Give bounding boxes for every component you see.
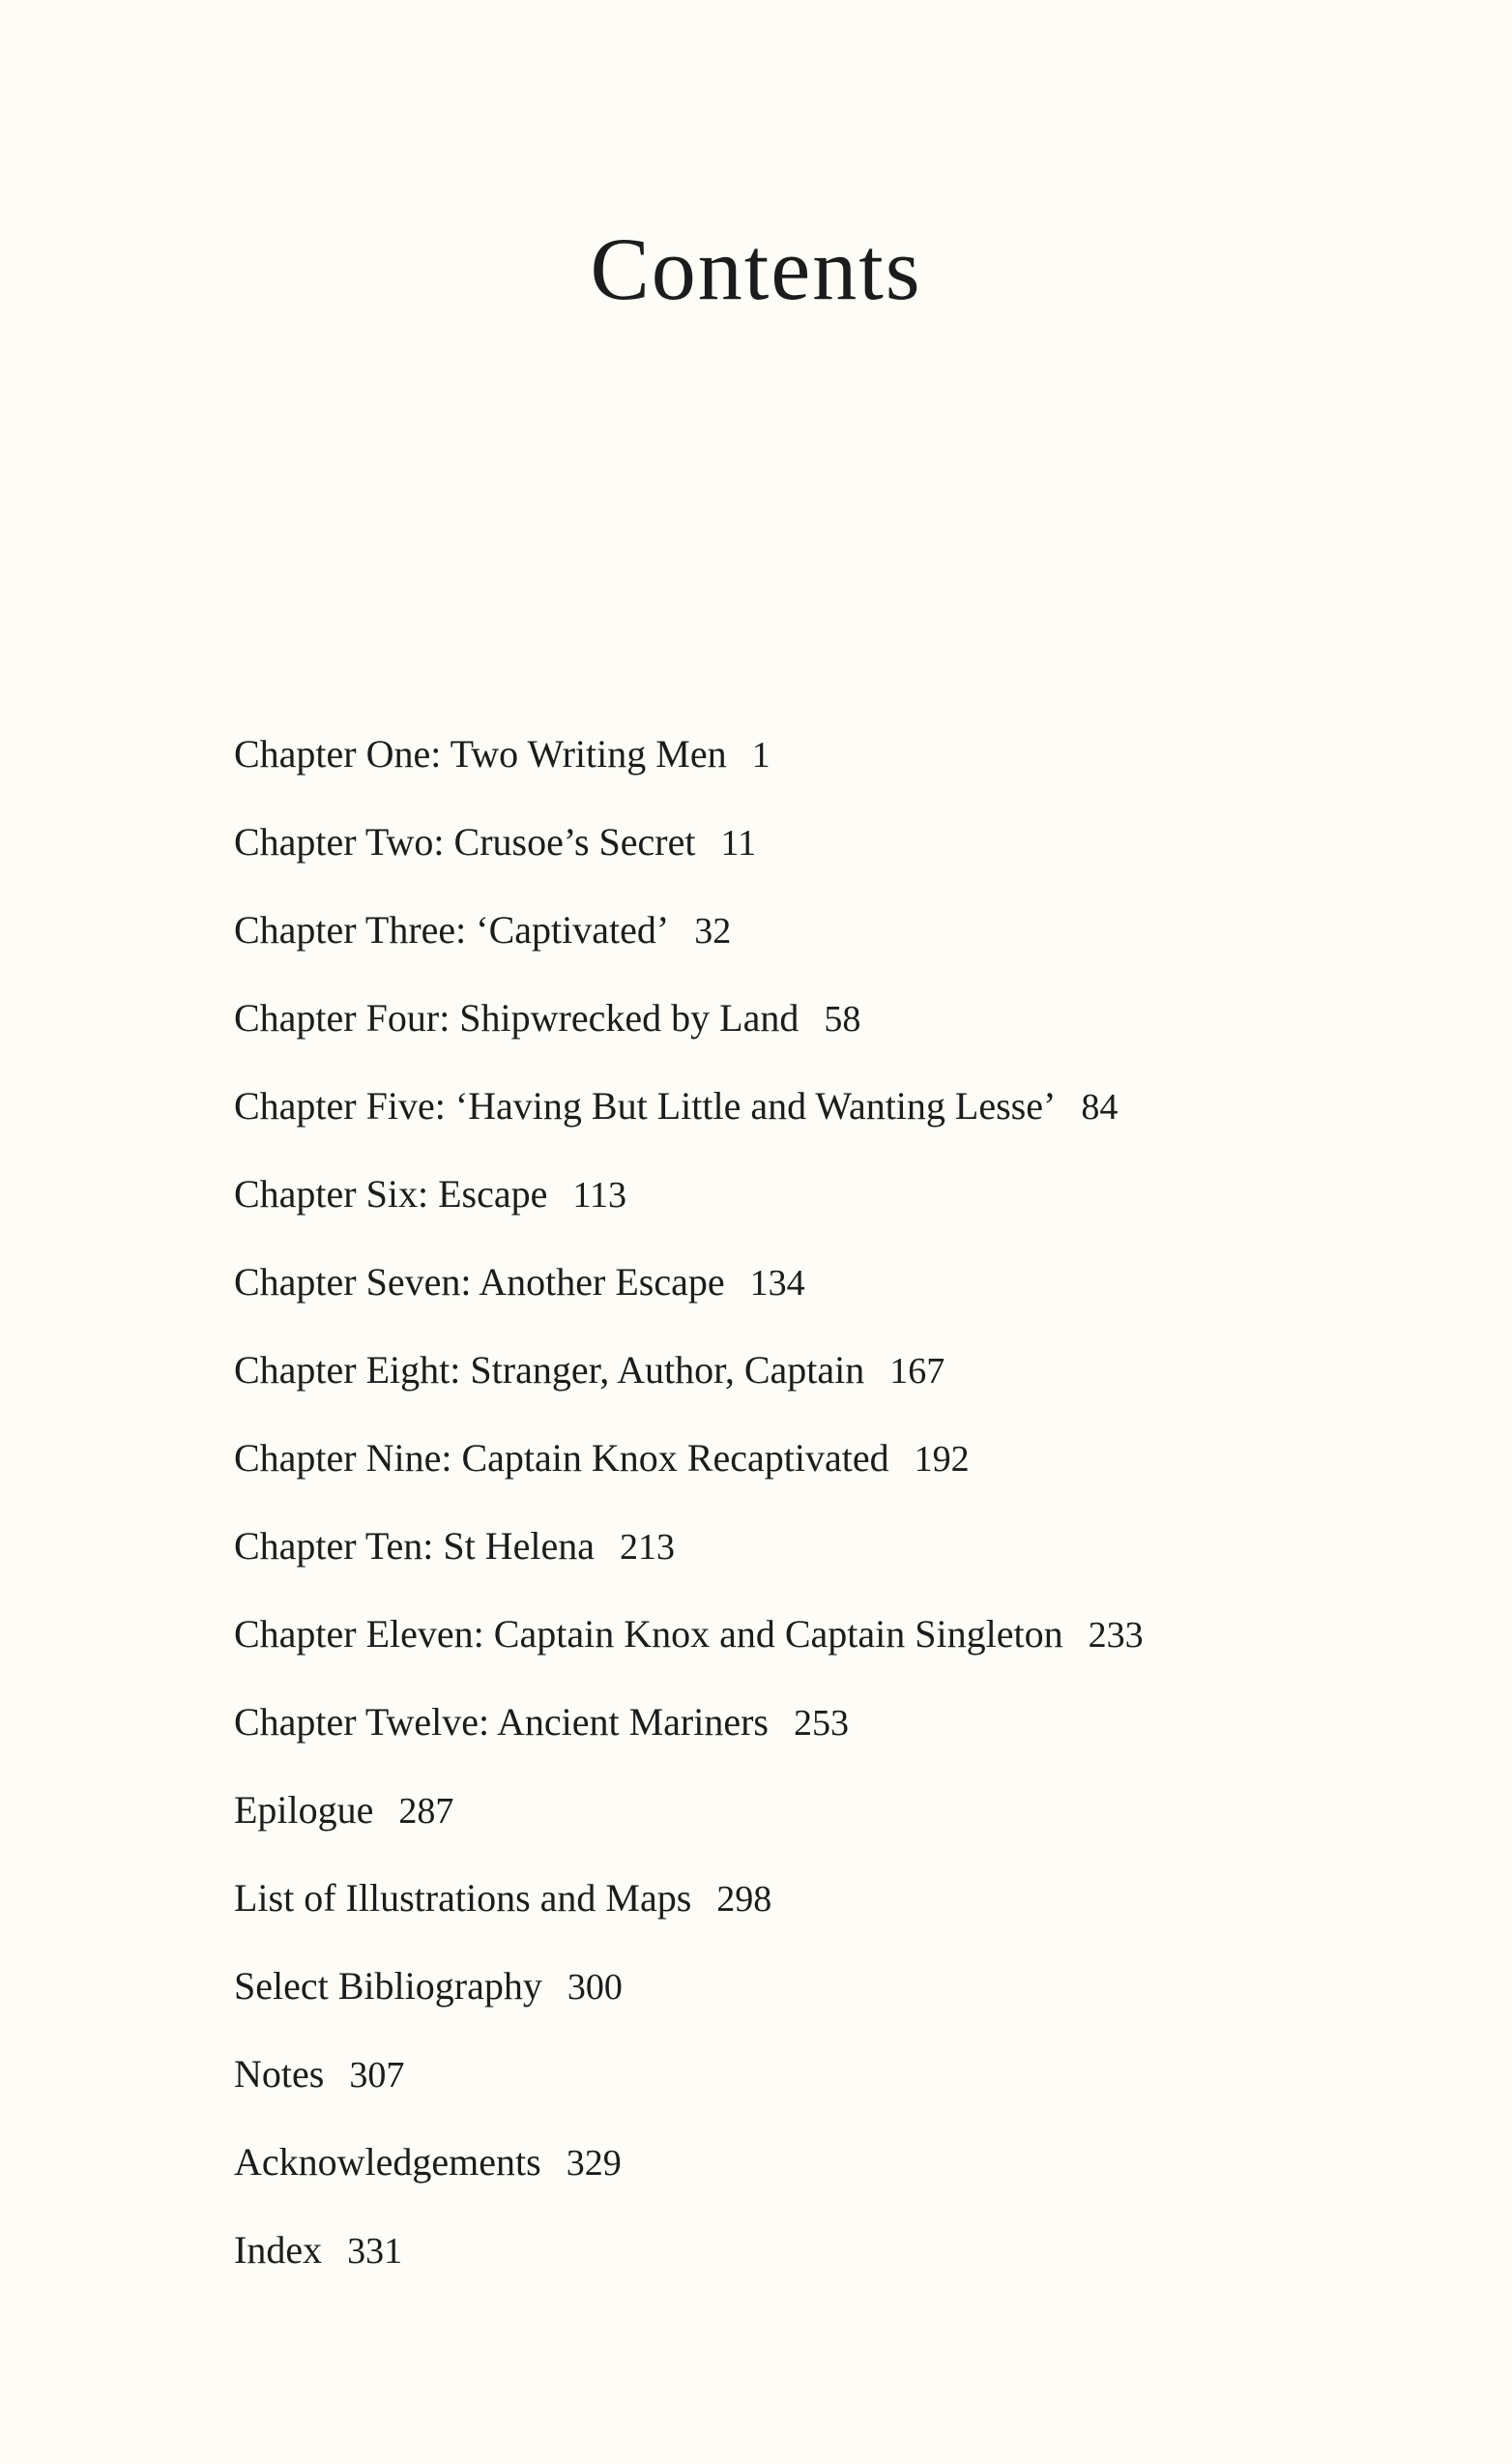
toc-entry-label: Epilogue (234, 1788, 374, 1832)
toc-entry (234, 1964, 1144, 2055)
toc-entry (234, 1876, 1144, 1967)
toc-entry (234, 820, 1144, 911)
toc-entry-page-number: 298 (716, 1879, 772, 1920)
toc-entry-label: Notes (234, 2052, 325, 2096)
toc-entry (234, 1524, 1144, 1615)
toc-entry-page-number: 11 (720, 823, 757, 864)
toc-entry (234, 1788, 1144, 1879)
toc-entry-page-number: 307 (349, 2055, 405, 2096)
toc-entry-page-number: 58 (824, 999, 861, 1040)
toc-entry-page-number: 287 (398, 1791, 454, 1832)
toc-entry-page-number: 167 (889, 1351, 945, 1392)
toc-entry (234, 996, 1144, 1087)
toc-entry-page-number: 233 (1088, 1615, 1144, 1656)
toc-entry-label: Chapter Nine: Captain Knox Recaptivated (234, 1436, 889, 1480)
toc-entry-label: Chapter Four: Shipwrecked by Land (234, 996, 800, 1040)
toc-entry-page-number: 134 (749, 1263, 805, 1304)
toc-entry (234, 1612, 1144, 1703)
toc-entry-page-number: 253 (793, 1703, 849, 1744)
page-title: Contents (590, 220, 922, 318)
toc-entry-label: List of Illustrations and Maps (234, 1876, 692, 1920)
toc-entry (234, 1700, 1144, 1791)
toc-entry (234, 908, 1144, 999)
toc-entry (234, 732, 1144, 823)
toc-entry-label: Chapter Eight: Stranger, Author, Captain (234, 1348, 865, 1392)
toc-entry-label: Chapter Five: ‘Having But Little and Wanting Lesse’ (234, 1084, 1057, 1128)
table-of-contents (234, 732, 1144, 2319)
toc-entry-label: Chapter Six: Escape (234, 1172, 548, 1216)
toc-entry-label: Chapter Seven: Another Escape (234, 1260, 725, 1304)
toc-entry-page-number: 300 (567, 1967, 623, 2008)
toc-entry-label: Chapter Eleven: Captain Knox and Captain Singleton (234, 1612, 1063, 1656)
toc-entry-page-number: 113 (572, 1175, 626, 1216)
toc-entry-label: Index (234, 2228, 323, 2272)
toc-entry (234, 1084, 1144, 1175)
toc-entry (234, 1436, 1144, 1527)
toc-entry-page-number: 213 (620, 1527, 676, 1568)
toc-entry (234, 1348, 1144, 1439)
toc-entry-page-number: 331 (347, 2231, 403, 2272)
toc-entry-page-number: 329 (566, 2143, 622, 2184)
toc-entry-label: Select Bibliography (234, 1964, 542, 2008)
toc-entry (234, 1260, 1144, 1351)
toc-entry (234, 2052, 1144, 2143)
toc-entry-label: Chapter Ten: St Helena (234, 1524, 596, 1568)
toc-entry-page-number: 1 (751, 735, 771, 776)
toc-entry-label: Chapter One: Two Writing Men (234, 732, 727, 776)
toc-entry-label: Chapter Three: ‘Captivated’ (234, 908, 670, 952)
toc-entry-label: Acknowledgements (234, 2140, 541, 2184)
toc-entry (234, 2228, 1144, 2319)
toc-entry-page-number: 32 (694, 911, 732, 952)
toc-entry-label: Chapter Twelve: Ancient Mariners (234, 1700, 769, 1744)
toc-entry-label: Chapter Two: Crusoe’s Secret (234, 820, 696, 864)
toc-entry (234, 1172, 1144, 1263)
toc-entry-page-number: 84 (1081, 1087, 1119, 1128)
toc-entry (234, 2140, 1144, 2231)
toc-entry-page-number: 192 (914, 1439, 970, 1480)
